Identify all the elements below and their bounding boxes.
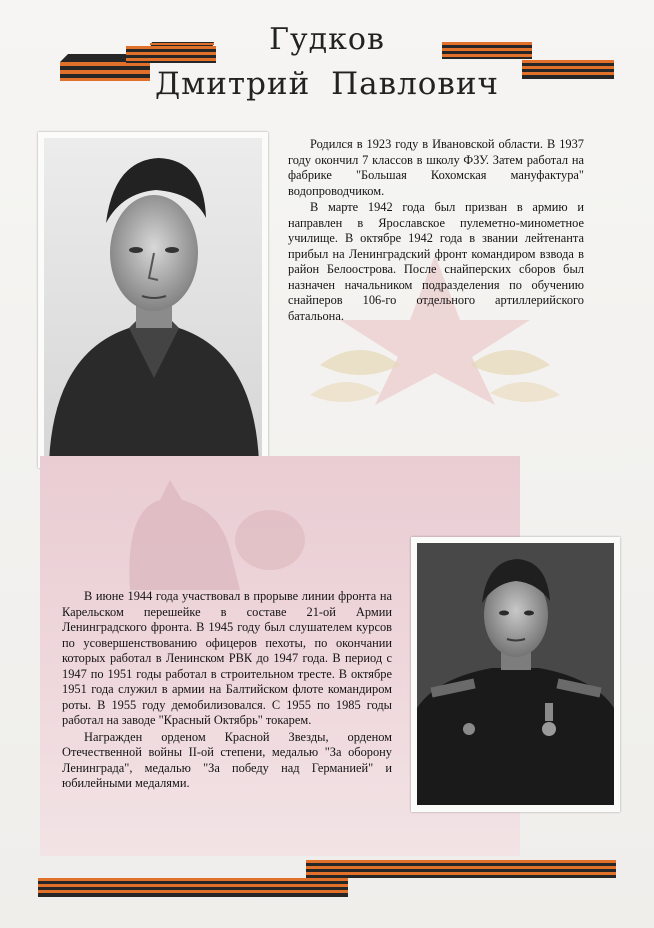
bio-paragraph: Награжден орденом Красной Звезды, орденом Отечественной войны II-ой степени, медалью "За оборону Ленинграда", медалью "За победу над Германией" и юбилейными медалями. bbox=[62, 729, 392, 790]
biography-early-years bbox=[288, 137, 584, 324]
ribbon-bottom bbox=[36, 858, 620, 906]
biography-later-years bbox=[62, 589, 392, 792]
bio-paragraph: Родился в 1923 году в Ивановской области. В 1937 году окончил 7 классов в школу ФЗУ. Затем работал на фабрике "Большая Кохомская мануфактура" водопроводчиком. bbox=[288, 137, 584, 198]
portrait-photo-young bbox=[38, 132, 268, 468]
page-title-surname: Гудков bbox=[269, 22, 385, 57]
bio-paragraph: В июне 1944 года участвовал в прорыве линии фронта на Карельском перешейке в составе 21-ой Армии Ленинградского фронта. В 1945 году был слушателем курсов по усовершенствованию офицеров пехоты, по окончании которых работал в Ленинском РВК до 1947 года. В период с 1947 по 1951 годы работал в строительном тресте. В октябре 1951 года служил в армии на Балтийском флоте командиром роты. В 1955 году демобилизовался. С 1955 по 1985 годы работал на заводе "Красный Октябрь" токарем. bbox=[62, 589, 392, 727]
soldier-silhouette-image bbox=[70, 470, 310, 590]
page-title-given-names: Дмитрий Павлович bbox=[154, 66, 500, 102]
portrait-photo-uniform bbox=[411, 537, 620, 812]
bio-paragraph: В марте 1942 года был призван в армию и направлен в Ярославское пулеметно-минометное училище. В октябре 1942 года в звании лейтенанта прибыл на Ленинградский фронт командиром взвода в район Белоострова. После снайперских сборов был назначен начальником подразделения по обучению снайперов 106-го отдельного артиллерийского батальона. bbox=[288, 200, 584, 323]
